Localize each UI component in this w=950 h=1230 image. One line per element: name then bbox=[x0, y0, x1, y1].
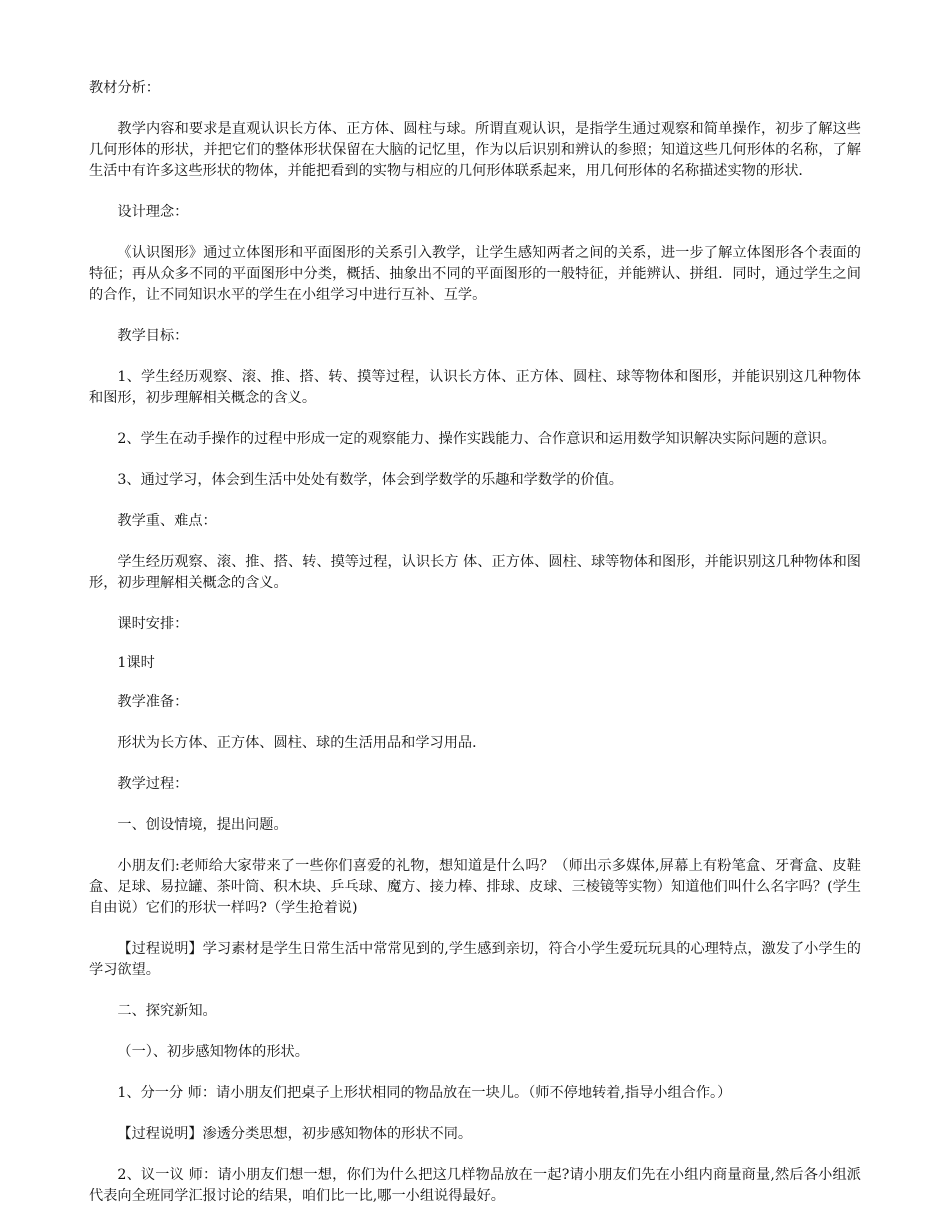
document-body bbox=[89, 78, 861, 1207]
goal-item-1: 1、学生经历观察、滚、推、搭、转、摸等过程，认识长方体、正方体、圆柱、球等物体和图形，并能识别这几种物体和图形，初步理解相关概念的含义。 bbox=[89, 369, 861, 406]
subsection-perceive-shapes: （一）、初步感知物体的形状。 bbox=[117, 1044, 309, 1060]
paragraph-key-points: 学生经历观察、滚、推、搭、转、摸等过程，认识长方 体、正方体、圆柱、球等物体和图形，并能识别这几种物体和图形，初步理解相关概念的含义。 bbox=[89, 554, 861, 591]
heading-schedule: 课时安排： bbox=[117, 616, 189, 632]
process-note-1: 【过程说明】学习素材是学生日常生活中常常见到的,学生感到亲切，符合小学生爱玩玩具的心理特点，激发了小学生的学习欲望。 bbox=[89, 941, 861, 978]
heading-teaching-goals: 教学目标： bbox=[117, 328, 189, 344]
heading-key-points: 教学重、难点： bbox=[117, 513, 217, 529]
paragraph-design-concept: 《认识图形》通过立体图形和平面图形的关系引入教学，让学生感知两者之间的关系，进一步了解立体图形各个表面的特征；再从众多不同的平面图形中分类，概括、抽象出不同的平面图形的一般特征，并能辨认、拼组．同时，通过学生之间的合作，让不同知识水平的学生在小组学习中进行互补、互学。 bbox=[89, 245, 861, 303]
goal-item-2: 2、学生在动手操作的过程中形成一定的观察能力、操作实践能力、合作意识和运用数学知识解决实际问题的意识。 bbox=[117, 431, 836, 447]
section-explore-new: 二、探究新知。 bbox=[117, 1003, 217, 1019]
paragraph-preparation: 形状为长方体、正方体、圆柱、球的生活用品和学习用品． bbox=[117, 735, 487, 751]
paragraph-textbook-analysis: 教学内容和要求是直观认识长方体、正方体、圆柱与球。所谓直观认识，是指学生通过观察和简单操作，初步了解这些几何形体的形状，并把它们的整体形状保留在大脑的记忆里，作为以后识别和辨认的参照；知道这些几何形体的名称，了解生活中有许多这些形状的物体，并能把看到的实物与相应的几何形体联系起来，用几何形体的名称描述实物的形状． bbox=[89, 121, 861, 179]
heading-textbook-analysis: 教材分析： bbox=[89, 80, 160, 96]
heading-teaching-process: 教学过程： bbox=[117, 776, 189, 792]
process-note-2: 【过程说明】渗透分类思想，初步感知物体的形状不同。 bbox=[117, 1126, 473, 1142]
activity-discuss: 2、议一议 师：请小朋友们想一想，你们为什么把这几样物品放在一起?请小朋友们先在小组内商量商量,然后各小组派代表向全班同学汇报讨论的结果，咱们比一比,哪一小组说得最好。 bbox=[89, 1167, 861, 1204]
heading-preparation: 教学准备： bbox=[117, 694, 189, 710]
activity-sort: 1、分一分 师：请小朋友们把桌子上形状相同的物品放在一块儿。（师不停地转着,指导小组合作。） bbox=[117, 1085, 732, 1101]
goal-item-3: 3、通过学习，体会到生活中处处有数学，体会到学数学的乐趣和学数学的价值。 bbox=[117, 472, 623, 488]
heading-design-concept: 设计理念： bbox=[117, 204, 189, 220]
paragraph-intro-dialogue: 小朋友们:老师给大家带来了一些你们喜爱的礼物，想知道是什么吗？（师出示多媒体,屏幕上有粉笔盒、牙膏盒、皮鞋盒、足球、易拉罐、茶叶筒、积木块、乒乓球、魔方、接力棒、排球、皮球、三棱镜等实物）知道他们叫什么名字吗？(学生自由说）它们的形状一样吗?（学生抢着说) bbox=[89, 858, 861, 916]
paragraph-schedule: 1课时 bbox=[117, 655, 155, 671]
section-create-situation: 一、创设情境，提出问题。 bbox=[117, 817, 288, 833]
